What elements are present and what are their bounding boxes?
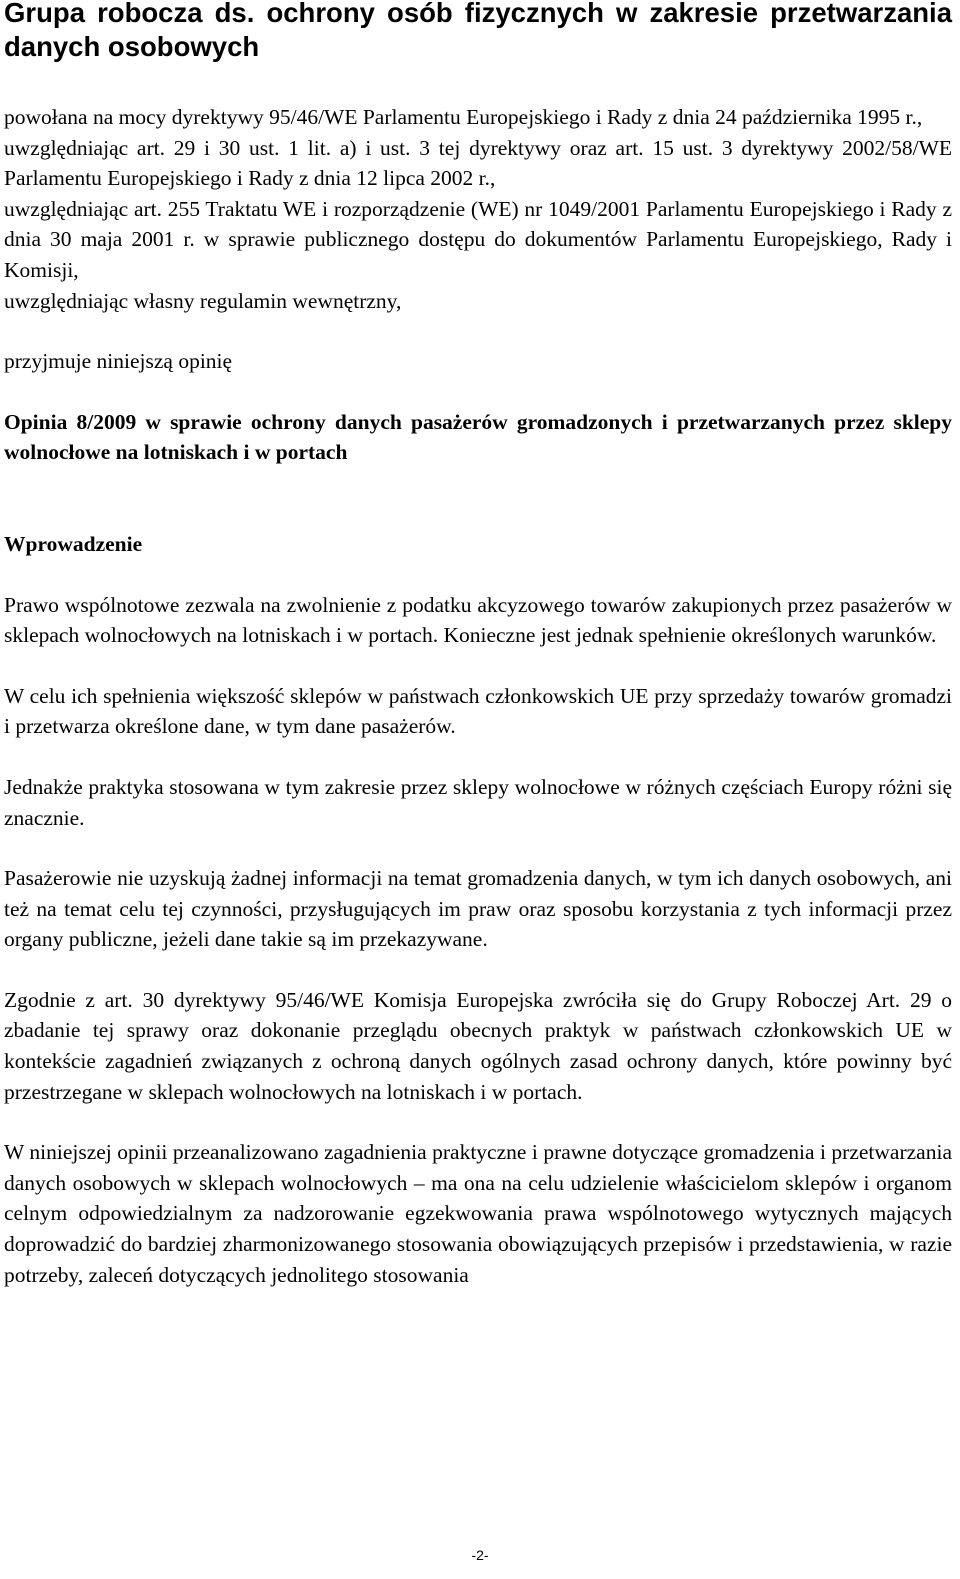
paragraph: W niniejszej opinii przeanalizowano zagadnienia praktyczne i prawne dotyczące gromadzenia i przetwarzania danych osobowych w sklepach wolnocłowych – ma ona na celu udzielenie właścicielom sklepów i organom celnym odpowiedzialnym za nadzorowanie egzekwowania prawa wspólnotowego wytycznych mających doprowadzić do bardziej zharmonizowanego stosowania obowiązujących przepisów i przedstawienia, w razie potrzeby, zaleceń dotyczących jednolitego stosowania: [4, 1140, 952, 1287]
document-page: [4, 0, 952, 1290]
page-number: -2-: [471, 1547, 489, 1563]
preamble-considering-treaty: uwzględniając art. 255 Traktatu WE i rozporządzenie (WE) nr 1049/2001 Parlamentu Europejskiego i Rady z dnia 30 maja 2001 r. w sprawie publicznego dostępu do dokumentów Parlamentu Europejskiego, Rady i Komisji,: [4, 196, 952, 282]
section-heading: Wprowadzenie: [4, 531, 143, 556]
document-title: Grupa robocza ds. ochrony osób fizycznych w zakresie przetwarzania danych osobowych: [4, 0, 952, 62]
paragraph: W celu ich spełnienia większość sklepów w państwach członkowskich UE przy sprzedaży towarów gromadzi i przetwarza określone dane, w tym dane pasażerów.: [4, 683, 952, 739]
preamble-considering-rules: uwzględniając własny regulamin wewnętrzny,: [4, 288, 402, 313]
paragraph: Zgodnie z art. 30 dyrektywy 95/46/WE Komisja Europejska zwróciła się do Grupy Roboczej Art. 29 o zbadanie tej sprawy oraz dokonanie przeglądu obecnych praktyk w państwach członkowskich UE w kontekście zagadnień związanych z ochroną danych ogólnych zasad ochrony danych, które powinny być przestrzegane w sklepach wolnocłowych na lotniskach i w portach.: [4, 987, 952, 1104]
opinion-title: Opinia 8/2009 w sprawie ochrony danych pasażerów gromadzonych i przetwarzanych przez sklepy wolnocłowe na lotniskach i w portach: [4, 409, 952, 465]
paragraph: Pasażerowie nie uzyskują żadnej informacji na temat gromadzenia danych, w tym ich danych osobowych, ani też na temat celu tej czynności, przysługujących im praw oraz sposobu korzystania z tych informacji przez organy publiczne, jeżeli dane takie są im przekazywane.: [4, 866, 952, 952]
preamble: [4, 102, 952, 1290]
preamble-adopts: przyjmuje niniejszą opinię: [4, 349, 233, 374]
paragraph: Prawo wspólnotowe zezwala na zwolnienie z podatku akcyzowego towarów zakupionych przez pasażerów w sklepach wolnocłowych na lotniskach i w portach. Konieczne jest jednak spełnienie określonych warunków.: [4, 592, 952, 648]
preamble-legal-basis: powołana na mocy dyrektywy 95/46/WE Parlamentu Europejskiego i Rady z dnia 24 października 1995 r.,: [4, 105, 923, 129]
paragraph: Jednakże praktyka stosowana w tym zakresie przez sklepy wolnocłowe w różnych częściach Europy różni się znacznie.: [4, 774, 952, 830]
preamble-considering-articles: uwzględniając art. 29 i 30 ust. 1 lit. a) i ust. 3 tej dyrektywy oraz art. 15 ust. 3 dyrektywy 2002/58/WE Parlamentu Europejskiego i Rady z dnia 12 lipca 2002 r.,: [4, 135, 952, 191]
